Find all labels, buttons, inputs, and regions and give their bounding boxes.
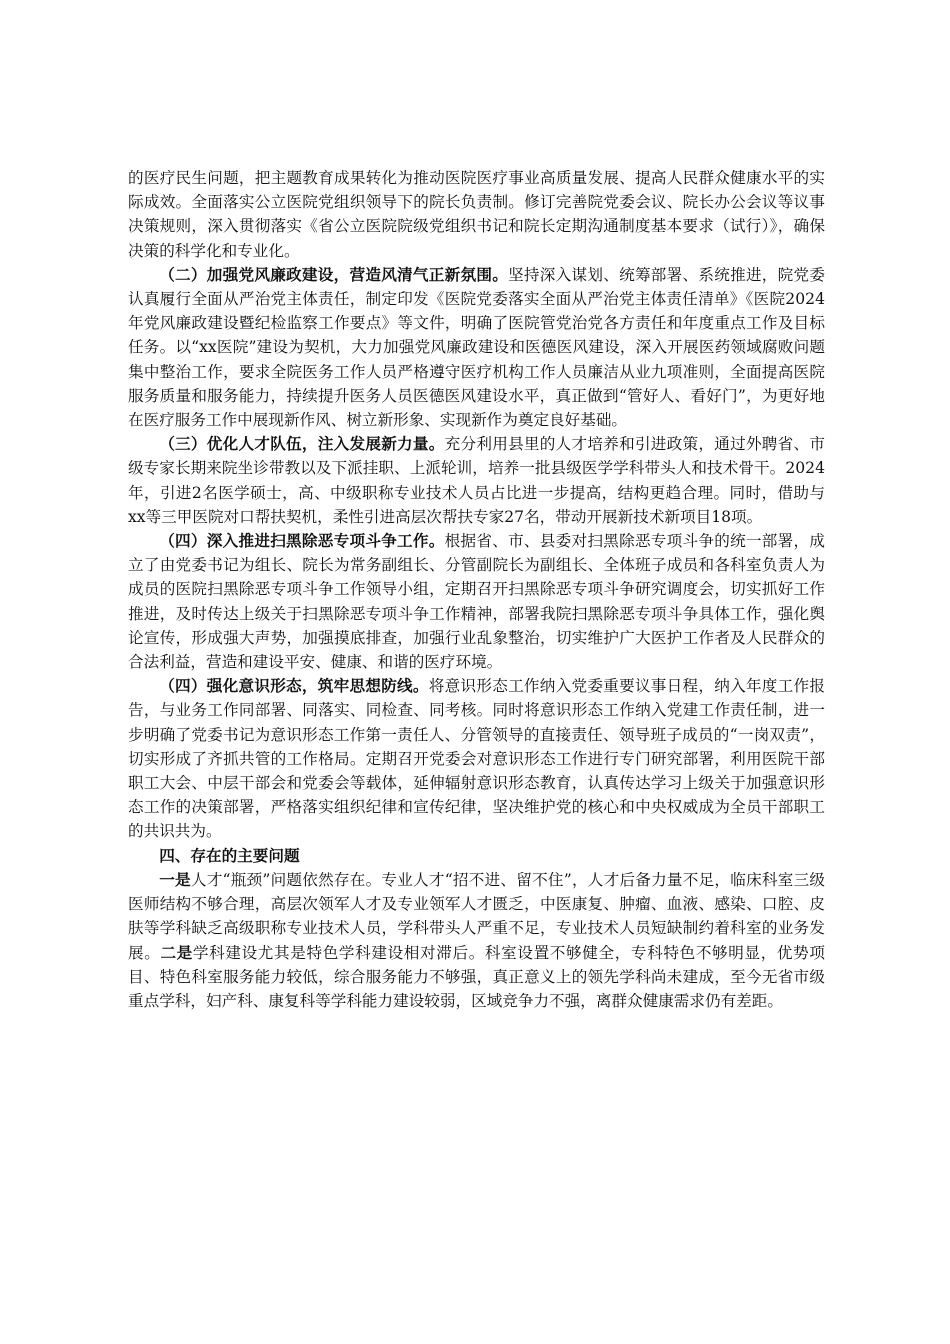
paragraph-text: 将意识形态工作纳入党委重要议事日程，纳入年度工作报告，与业务工作同部署、同落实、同检查、同考核。同时将意识形态工作纳入党建工作责任制，进一步明确了党委书记为意识形态工作第一责任人、分管领导的直接责任、领导班子成员的“一岗双责”，切实形成了齐抓共管的工作格局。定期召开党委会对意识形态工作进行专门研究部署，利用医院干部职工大会、中层干部会和党委会等载体，延伸辐射意识形态教育，认真传达学习上级关于加强意识形态工作的决策部署，严格落实组织纪律和宣传纪律，坚决维护党的核心和中央权威成为全员干部职工的共识共为。 xyxy=(128,677,825,841)
paragraph-party-integrity xyxy=(128,263,825,432)
paragraph-decision-making xyxy=(128,166,825,263)
paragraph-lead-second: 二是 xyxy=(160,942,193,962)
paragraph-lead-heading: （四）强化意识形态，筑牢思想防线。 xyxy=(159,676,429,696)
section-heading-main-problems: 四、存在的主要问题 xyxy=(159,845,300,865)
paragraph-lead-heading: （四）深入推进扫黑除恶专项斗争工作。 xyxy=(159,531,445,551)
document-page xyxy=(128,166,825,1013)
paragraph-text: 学科建设尤其是特色学科建设相对滞后。科室设置不够健全，专科特色不够明显，优势项目、特色科室服务能力较低，综合服务能力不够强，真正意义上的领先学科尚未建成，至今无省市级重点学科，妇产科、康复科等学科能力建设较弱，区域竞争力不强，离群众健康需求仍有差距。 xyxy=(128,943,825,1010)
paragraph-anti-crime xyxy=(128,529,825,674)
paragraph-lead-heading: （三）优化人才队伍，注入发展新力量。 xyxy=(159,434,445,454)
paragraph-text: 的医疗民生问题，把主题教育成果转化为推动医院医疗事业高质量发展、提高人民群众健康水平的实际成效。全面落实公立医院党组织领导下的院长负责制。修订完善院党委会议、院长办公会议等议事决策规则，深入贯彻落实《省公立医院院级党组织书记和院长定期沟通制度基本要求（试行）》，确保决策的科学化和专业化。 xyxy=(128,169,825,260)
paragraph-ideology xyxy=(128,674,825,843)
paragraph-talent-team xyxy=(128,432,825,529)
paragraph-text: 坚持深入谋划、统筹部署、系统推进，院党委认真履行全面从严治党主体责任，制定印发《医院党委落实全面从严治党主体责任清单》《医院2024年党风廉政建设暨纪检监察工作要点》等文件，明确了医院管党治党各方责任和年度重点工作及目标任务。以“xx医院”建设为契机，大力加强党风廉政建设和医德医风建设，深入开展医药领域腐败问题集中整治工作，要求全院医务工作人员严格遵守医疗机构工作人员廉洁从业九项准则，全面提高医院服务质量和服务能力，持续提升医务人员医德医风建设水平，真正做到“管好人、看好门”，为更好地在医疗服务工作中展现新作风、树立新形象、实现新作为奠定良好基础。 xyxy=(128,265,825,430)
paragraph-problems xyxy=(128,868,825,1013)
paragraph-text: 人才“瓶颈”问题依然存在。专业人才“招不进、留不住”，人才后备力量不足，临床科室三级医师结构不够合理，高层次领军人才及专业领军人才匮乏，中医康复、肿瘤、血液、感染、口腔、皮肤等学科缺乏高级职称专业技术人员，学科带头人严重不足，专业技术人员短缺制约着科室的业务发展。 xyxy=(128,870,825,962)
paragraph-lead-heading: （二）加强党风廉政建设，营造风清气正新氛围。 xyxy=(159,264,509,284)
paragraph-lead-first: 一是 xyxy=(159,869,191,889)
paragraph-text: 充分利用县里的人才培养和引进政策，通过外聘省、市级专家长期来院坐诊带教以及下派挂职、上派轮训，培养一批县级医学学科带头人和技术骨干。2024年，引进2名医学硕士，高、中级职称专业技术人员占比进一步提高，结构更趋合理。同时，借助与xx等三甲医院对口帮扶契机，柔性引进高层次帮扶专家27名，带动开展新技术新项目18项。 xyxy=(128,435,825,526)
paragraph-text: 根据省、市、县委对扫黑除恶专项斗争的统一部署，成立了由党委书记为组长、院长为常务副组长、分管副院长为副组长、全体班子成员和各科室负责人为成员的医院扫黑除恶专项斗争工作领导小组，定期召开扫黑除恶专项斗争研究调度会，切实抓好工作推进，及时传达上级关于扫黑除恶专项斗争工作精神，部署我院扫黑除恶专项斗争具体工作，强化舆论宣传，形成强大声势，加强摸底排查，加强行业乱象整治，切实维护广大医护工作者及人民群众的合法利益，营造和建设平安、健康、和谐的医疗环境。 xyxy=(128,532,825,672)
